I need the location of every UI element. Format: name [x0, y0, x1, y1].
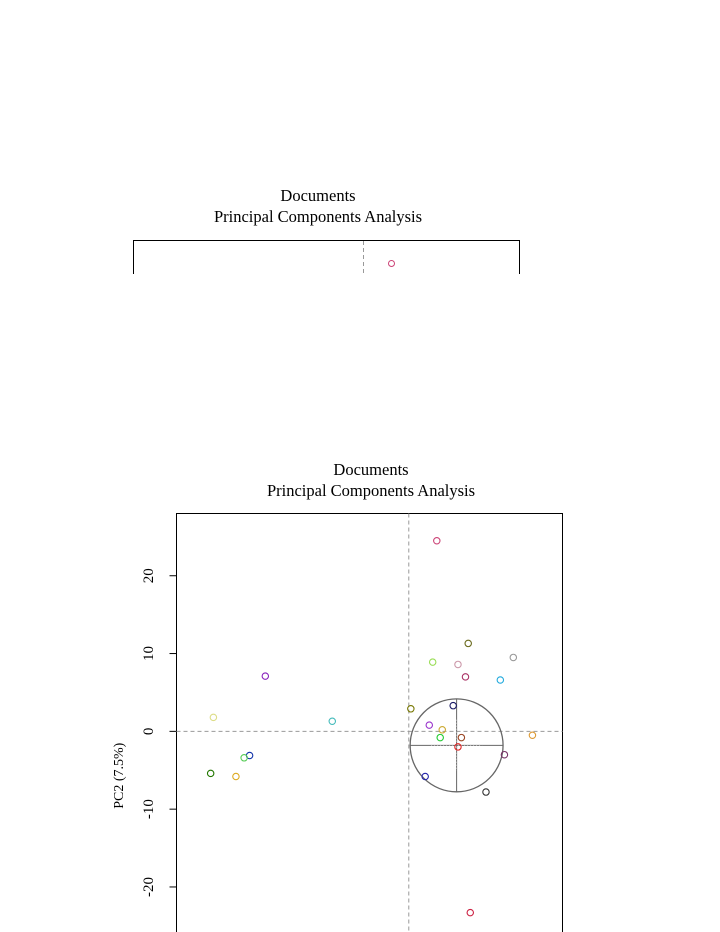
data-point	[497, 677, 503, 683]
data-point	[262, 673, 268, 679]
data-point	[207, 770, 213, 776]
data-point	[408, 706, 414, 712]
ghost-title-line: Documents	[280, 186, 356, 205]
data-point	[510, 654, 516, 660]
y-tick-label: 10	[141, 646, 157, 662]
data-point	[450, 702, 456, 708]
data-point	[439, 727, 445, 733]
ghost-subtitle-line: Principal Components Analysis	[213, 207, 423, 226]
data-point	[467, 909, 473, 915]
data-point	[465, 640, 471, 646]
data-point	[329, 718, 335, 724]
data-point	[241, 755, 247, 761]
plot-frame	[177, 514, 563, 932]
data-point	[455, 661, 461, 667]
data-point	[529, 732, 535, 738]
data-point	[233, 773, 239, 779]
y-tick-label: 0	[141, 727, 157, 736]
plot-area	[112, 514, 563, 932]
data-point	[437, 734, 443, 740]
chart-title: Documents	[333, 460, 409, 479]
data-point	[483, 789, 489, 795]
data-point	[462, 674, 468, 680]
data-point	[455, 744, 461, 750]
data-point	[434, 538, 440, 544]
y-tick-label: 20	[141, 568, 157, 584]
data-point	[429, 659, 435, 665]
data-point	[426, 722, 432, 728]
data-point	[458, 734, 464, 740]
chart-subtitle: Principal Components Analysis	[266, 481, 476, 500]
y-tick-label: -10	[141, 799, 157, 820]
data-point	[210, 714, 216, 720]
y-axis-label: PC2 (7.5%)	[112, 742, 127, 809]
y-tick-label: -20	[141, 876, 157, 897]
